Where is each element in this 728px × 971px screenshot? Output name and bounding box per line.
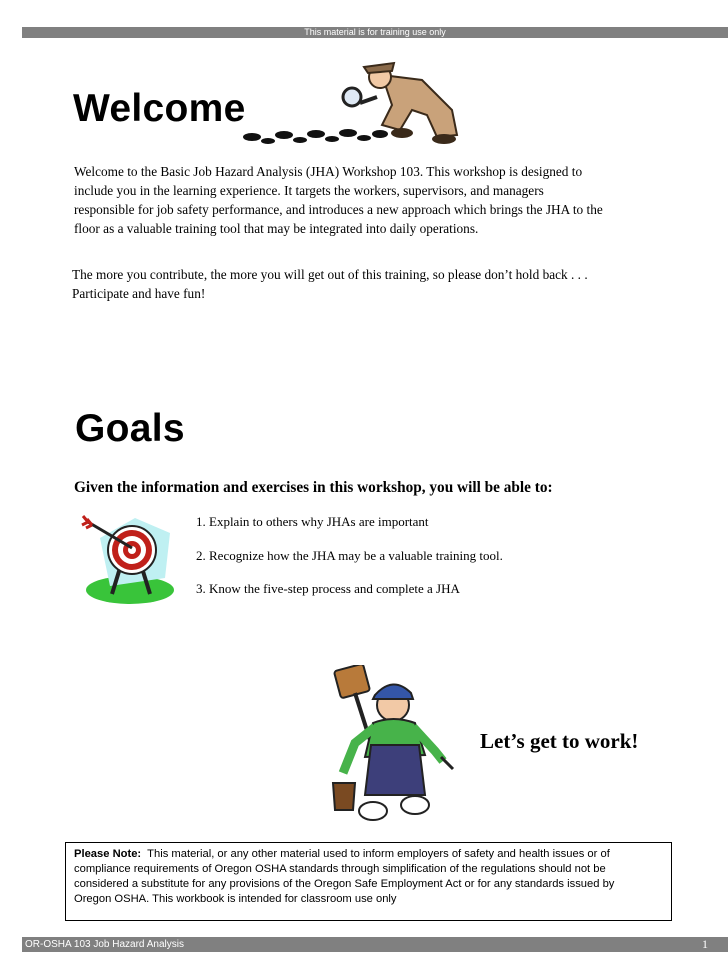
lets-get-to-work-heading: Let’s get to work! [480, 729, 639, 753]
detective-clipart-icon [232, 55, 472, 155]
goals-title: Goals [75, 407, 185, 450]
note-line [74, 847, 671, 862]
target-clipart-icon [80, 508, 180, 606]
footer-bar [22, 937, 728, 952]
footer-title: OR-OSHA 103 Job Hazard Analysis [25, 939, 184, 950]
top-banner [22, 27, 728, 38]
goal-item: 1. Explain to others why JHAs are important [196, 514, 429, 529]
welcome-paragraph [74, 162, 603, 238]
note-line: Oregon OSHA. This workbook is intended for classroom use only [74, 893, 397, 905]
page-number: 1 [702, 937, 708, 951]
welcome-line: responsible for job safety performance, and introduces a new approach which brings the JHA to the [74, 202, 603, 217]
note-line: considered a substitute for any provisions of the Oregon Safe Employment Act or for any standards issued by [74, 878, 615, 890]
note-line: compliance requirements of Oregon OSHA standards through simplification of the regulations should not be [74, 863, 606, 875]
welcome-line: include you in the learning experience. It targets the workers, supervisors, and managers [74, 183, 544, 198]
welcome-line: floor as a valuable training tool that may be integrated into daily operations. [74, 221, 479, 236]
encourage-paragraph [72, 265, 588, 303]
goal-item: 2. Recognize how the JHA may be a valuable training tool. [196, 548, 503, 563]
goal-item: 3. Know the five-step process and complete a JHA [196, 581, 460, 596]
encourage-line: The more you contribute, the more you will get out of this training, so please don’t hold back . . . [72, 267, 588, 282]
welcome-line: Welcome to the Basic Job Hazard Analysis (JHA) Workshop 103. This workshop is designed to [74, 164, 583, 179]
note-label: Please Note: [74, 848, 142, 860]
note-text: This material, or any other material used to inform employers of safety and health issues or of [147, 848, 610, 860]
painter-clipart-icon [325, 665, 455, 825]
welcome-title: Welcome [73, 87, 246, 130]
goals-intro: Given the information and exercises in this workshop, you will be able to: [74, 479, 553, 496]
banner-text: This material is for training use only [304, 27, 446, 37]
encourage-line: Participate and have fun! [72, 286, 206, 301]
please-note-box [65, 842, 672, 921]
